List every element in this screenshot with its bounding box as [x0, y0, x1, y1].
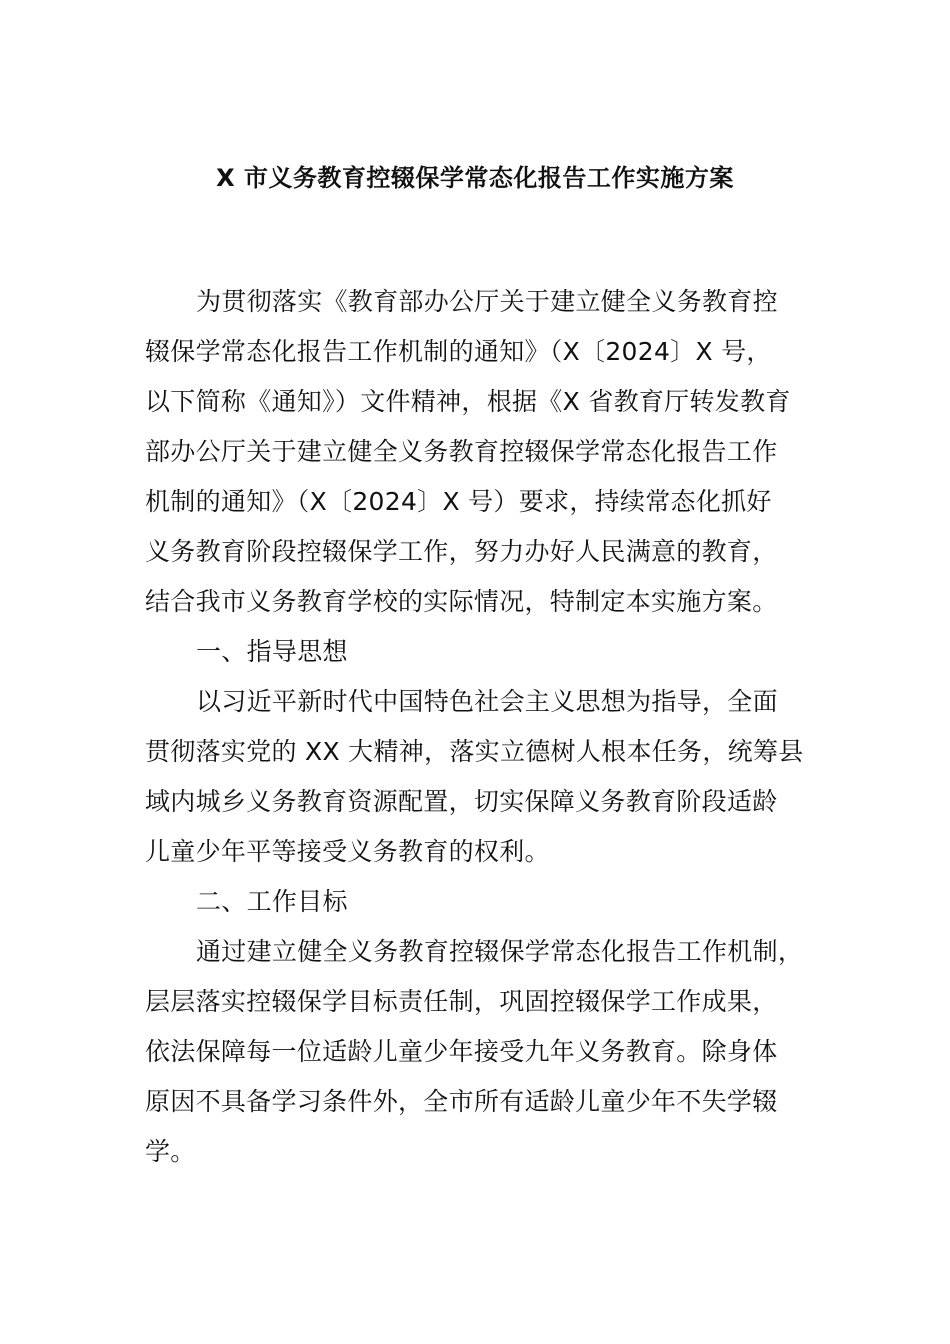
paragraph-line: 以下简称《通知》）文件精神，根据《X 省教育厅转发教育 — [145, 387, 791, 416]
paragraph-line: 结合我市义务教育学校的实际情况，特制定本实施方案。 — [145, 587, 778, 616]
paragraph-line: 机制的通知》（X〔2024〕X 号）要求，持续常态化抓好 — [145, 487, 772, 516]
paragraph-line: 为贯彻落实《教育部办公厅关于建立健全义务教育控 — [196, 287, 778, 316]
section-heading: 二、工作目标 — [196, 887, 348, 916]
document-title: X 市义务教育控辍保学常态化报告工作实施方案 — [216, 164, 734, 192]
section-heading: 一、指导思想 — [196, 637, 348, 666]
paragraph-line: 学。 — [145, 1137, 196, 1166]
paragraph-line: 层层落实控辍保学目标责任制，巩固控辍保学工作成果， — [145, 987, 778, 1016]
paragraph-line: 贯彻落实党的 XX 大精神，落实立德树人根本任务，统筹县 — [145, 737, 804, 766]
paragraph-line: 辍保学常态化报告工作机制的通知》（X〔2024〕X 号， — [145, 337, 772, 366]
paragraph-line: 原因不具备学习条件外，全市所有适龄儿童少年不失学辍 — [145, 1087, 778, 1116]
paragraph-line: 儿童少年平等接受义务教育的权利。 — [145, 837, 550, 866]
paragraph-line: 部办公厅关于建立健全义务教育控辍保学常态化报告工作 — [145, 437, 778, 466]
paragraph-line: 义务教育阶段控辍保学工作，努力办好人民满意的教育， — [145, 537, 778, 566]
paragraph-line: 以习近平新时代中国特色社会主义思想为指导，全面 — [196, 687, 778, 716]
paragraph-line: 通过建立健全义务教育控辍保学常态化报告工作机制， — [196, 937, 804, 966]
paragraph-line: 域内城乡义务教育资源配置，切实保障义务教育阶段适龄 — [145, 787, 778, 816]
paragraph-line: 依法保障每一位适龄儿童少年接受九年义务教育。除身体 — [145, 1037, 778, 1066]
